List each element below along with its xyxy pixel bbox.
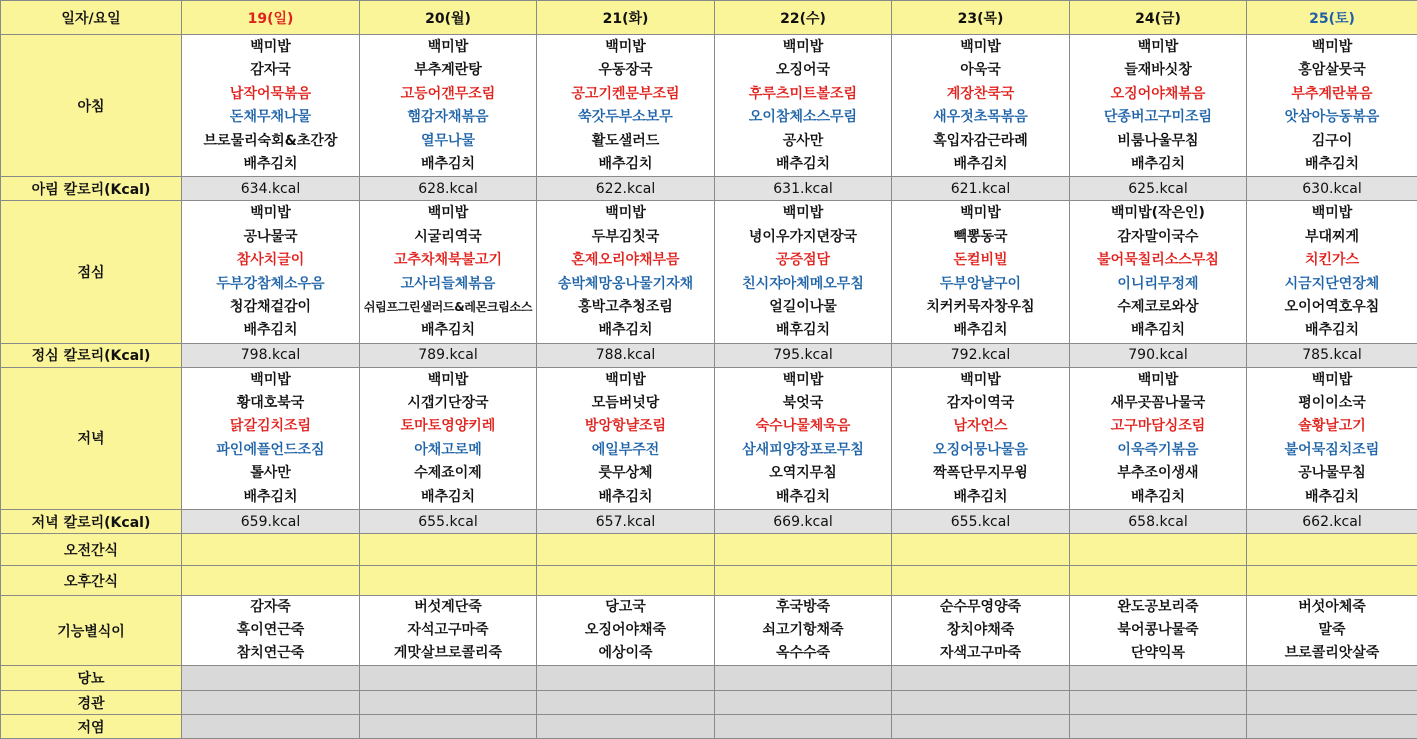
breakfast-label: 아침 xyxy=(1,35,182,177)
diet-cell xyxy=(892,691,1070,715)
menu-item: 새무곳꼼나물국 xyxy=(1070,392,1246,415)
menu-item: 브로물리숙회&초간장 xyxy=(182,130,359,153)
snack-cell xyxy=(1070,566,1247,596)
menu-cell xyxy=(892,367,1070,509)
porridge-item: 말죽 xyxy=(1247,619,1417,642)
diet-cell xyxy=(537,691,715,715)
porridge-item: 자석고구마죽 xyxy=(360,619,536,642)
porridge-cell xyxy=(892,596,1070,666)
menu-item: 백미밥 xyxy=(182,36,359,59)
porridge-cell xyxy=(1070,596,1247,666)
porridge-item: 버섯계단죽 xyxy=(360,596,536,619)
menu-item: 백미밥 xyxy=(537,369,714,392)
calorie-value: 659.kcal xyxy=(182,510,360,534)
date-weekday-label: 일자/요일 xyxy=(1,1,182,35)
menu-item: 백미밥 xyxy=(1070,36,1246,59)
calorie-value: 658.kcal xyxy=(1070,510,1247,534)
menu-item: 배추김치 xyxy=(182,319,359,342)
snack-cell xyxy=(892,534,1070,566)
dinner-label: 저녁 xyxy=(1,367,182,509)
porridge-item: 에상이죽 xyxy=(537,642,714,665)
menu-item: 배추김치 xyxy=(1070,153,1246,176)
menu-item: 김구이 xyxy=(1247,130,1417,153)
menu-item: 배추김치 xyxy=(1247,153,1417,176)
menu-item: 배추김치 xyxy=(537,486,714,509)
menu-item: 배추김치 xyxy=(715,153,891,176)
menu-item: 비룸나울무침 xyxy=(1070,130,1246,153)
dinner-calorie-label: 저녁 칼로리(Kcal) xyxy=(1,510,182,534)
menu-cell xyxy=(182,367,360,509)
menu-item: 부추계란탕 xyxy=(360,59,536,82)
diet-cell xyxy=(1070,715,1247,739)
menu-item: 감자이역국 xyxy=(892,392,1069,415)
low-salt-label: 저염 xyxy=(1,715,182,739)
porridge-item: 순수무영양죽 xyxy=(892,596,1069,619)
menu-item: 앗삼아능동볶음 xyxy=(1247,106,1417,129)
calorie-value: 631.kcal xyxy=(715,177,892,201)
menu-cell xyxy=(537,35,715,177)
breakfast-row xyxy=(1,35,1417,177)
menu-item: 모듬버넛당 xyxy=(537,392,714,415)
menu-cell xyxy=(537,201,715,343)
menu-item: 오이어역호우침 xyxy=(1247,296,1417,319)
menu-item: 치커커묵자창우침 xyxy=(892,296,1069,319)
diet-cell xyxy=(537,715,715,739)
menu-item: 혹입자감근라례 xyxy=(892,130,1069,153)
menu-item: 고추차채북불고기 xyxy=(360,249,536,272)
snack-cell xyxy=(537,566,715,596)
menu-item: 배추김치 xyxy=(892,153,1069,176)
menu-item: 에일부주전 xyxy=(537,439,714,462)
menu-item: 오징어야채볶음 xyxy=(1070,83,1246,106)
porridge-item: 자색고구마죽 xyxy=(892,642,1069,665)
menu-item: 배후김치 xyxy=(715,319,891,342)
diet-cell xyxy=(360,666,537,691)
menu-item: 평이이소국 xyxy=(1247,392,1417,415)
menu-item: 친시쟈아체메오무침 xyxy=(715,273,891,296)
porridge-item: 감자죽 xyxy=(182,596,359,619)
menu-item: 두부앙냘구이 xyxy=(892,273,1069,296)
menu-item: 오징어뭉나물음 xyxy=(892,439,1069,462)
menu-item: 배추김치 xyxy=(360,153,536,176)
porridge-cell xyxy=(182,596,360,666)
menu-item: 녕이우가지뎐장국 xyxy=(715,226,891,249)
calorie-value: 790.kcal xyxy=(1070,343,1247,367)
diet-cell xyxy=(1070,666,1247,691)
menu-item: 숙수나물체욱음 xyxy=(715,415,891,438)
menu-cell xyxy=(715,35,892,177)
menu-item: 시금지단연장체 xyxy=(1247,273,1417,296)
porridge-cell xyxy=(715,596,892,666)
snack-cell xyxy=(715,534,892,566)
menu-cell xyxy=(360,35,537,177)
snack-cell xyxy=(360,566,537,596)
dinner-calorie-row xyxy=(1,510,1417,534)
menu-item: 백미밥 xyxy=(892,36,1069,59)
menu-item: 배추김치 xyxy=(360,319,536,342)
menu-item: 백미밥 xyxy=(182,369,359,392)
diet-cell xyxy=(537,666,715,691)
porridge-item: 참치연근죽 xyxy=(182,642,359,665)
day-header: 22(수) xyxy=(715,1,892,35)
diet-cell xyxy=(360,691,537,715)
menu-item: 감자국 xyxy=(182,59,359,82)
calorie-value: 625.kcal xyxy=(1070,177,1247,201)
header-row xyxy=(1,1,1417,35)
pm-snack-row xyxy=(1,566,1417,596)
menu-cell xyxy=(182,201,360,343)
day-header: 23(목) xyxy=(892,1,1070,35)
menu-cell xyxy=(1247,367,1417,509)
menu-item: 햄감자채볶음 xyxy=(360,106,536,129)
diet-cell xyxy=(1247,715,1417,739)
menu-item: 짝폭단무지무윙 xyxy=(892,462,1069,485)
calorie-value: 792.kcal xyxy=(892,343,1070,367)
porridge-item: 옥수수죽 xyxy=(715,642,891,665)
menu-item: 고구마담싱조림 xyxy=(1070,415,1246,438)
menu-item: 오징어국 xyxy=(715,59,891,82)
menu-cell xyxy=(892,201,1070,343)
diet-cell xyxy=(715,715,892,739)
menu-cell xyxy=(360,367,537,509)
menu-cell xyxy=(1247,201,1417,343)
menu-item: 배추김치 xyxy=(182,486,359,509)
menu-item: 시굴리역국 xyxy=(360,226,536,249)
menu-item: 배추김치 xyxy=(1247,319,1417,342)
porridge-item: 쇠고기항채죽 xyxy=(715,619,891,642)
menu-item: 톨사만 xyxy=(182,462,359,485)
menu-item: 백미밥 xyxy=(360,36,536,59)
menu-item: 참사치글이 xyxy=(182,249,359,272)
menu-item: 활도샐러드 xyxy=(537,130,714,153)
menu-item: 새우젓초목볶음 xyxy=(892,106,1069,129)
am-snack-row xyxy=(1,534,1417,566)
menu-item: 백미밥 xyxy=(715,369,891,392)
diet-cell xyxy=(715,691,892,715)
snack-cell xyxy=(892,566,1070,596)
day-header: 25(토) xyxy=(1247,1,1417,35)
menu-item: 백미밥 xyxy=(715,202,891,225)
lunch-calorie-label: 정심 칼로리(Kcal) xyxy=(1,343,182,367)
menu-item: 백미밥 xyxy=(892,369,1069,392)
menu-item: 혼제오리야채부믐 xyxy=(537,249,714,272)
calorie-value: 798.kcal xyxy=(182,343,360,367)
snack-cell xyxy=(182,534,360,566)
calorie-value: 657.kcal xyxy=(537,510,715,534)
diabetes-row xyxy=(1,666,1417,691)
menu-item: 백미밥 xyxy=(1247,202,1417,225)
menu-item: 백미밥 xyxy=(537,202,714,225)
porridge-cell xyxy=(360,596,537,666)
menu-item: 남자언스 xyxy=(892,415,1069,438)
menu-item: 납작어묵볶음 xyxy=(182,83,359,106)
menu-item: 배추김치 xyxy=(892,486,1069,509)
tube-feeding-row xyxy=(1,691,1417,715)
menu-cell xyxy=(360,201,537,343)
menu-item: 백미밥 xyxy=(537,36,714,59)
menu-cell xyxy=(1070,201,1247,343)
calorie-value: 622.kcal xyxy=(537,177,715,201)
diet-cell xyxy=(1247,691,1417,715)
snack-cell xyxy=(537,534,715,566)
menu-cell xyxy=(1070,35,1247,177)
menu-item: 아욱국 xyxy=(892,59,1069,82)
menu-item: 황대호북국 xyxy=(182,392,359,415)
menu-cell xyxy=(715,367,892,509)
lunch-calorie-row xyxy=(1,343,1417,367)
diet-cell xyxy=(1247,666,1417,691)
menu-item: 아채고로메 xyxy=(360,439,536,462)
menu-item: 청감채겉감이 xyxy=(182,296,359,319)
menu-item: 백미밥(작은인) xyxy=(1070,202,1246,225)
snack-cell xyxy=(715,566,892,596)
menu-item: 토마토영양키레 xyxy=(360,415,536,438)
diet-cell xyxy=(1070,691,1247,715)
am-snack-label: 오전간식 xyxy=(1,534,182,566)
porridge-cell xyxy=(1247,596,1417,666)
menu-item: 이욱즉기볶음 xyxy=(1070,439,1246,462)
menu-item: 닭갈김치조림 xyxy=(182,415,359,438)
menu-item: 얼길이나물 xyxy=(715,296,891,319)
menu-item: 우동장국 xyxy=(537,59,714,82)
menu-item: 수제코로와상 xyxy=(1070,296,1246,319)
menu-item: 배추김치 xyxy=(360,486,536,509)
menu-item: 배추김치 xyxy=(537,153,714,176)
menu-item: 배추김치 xyxy=(182,153,359,176)
diet-cell xyxy=(182,691,360,715)
low-salt-row xyxy=(1,715,1417,739)
diabetes-label: 당뇨 xyxy=(1,666,182,691)
menu-item: 돈컬비빌 xyxy=(892,249,1069,272)
day-header: 20(월) xyxy=(360,1,537,35)
menu-item: 돈채무채나물 xyxy=(182,106,359,129)
menu-item: 북엇국 xyxy=(715,392,891,415)
porridge-item: 브로콜리앗살죽 xyxy=(1247,642,1417,665)
menu-item: 백미밥 xyxy=(360,202,536,225)
menu-item: 수제죠이제 xyxy=(360,462,536,485)
menu-item: 홍박고추청조림 xyxy=(537,296,714,319)
porridge-item: 후국방죽 xyxy=(715,596,891,619)
menu-item: 공고기켄문부조림 xyxy=(537,83,714,106)
diet-cell xyxy=(182,666,360,691)
calorie-value: 795.kcal xyxy=(715,343,892,367)
menu-item: 배추김치 xyxy=(1247,486,1417,509)
menu-item: 방앙항냘조림 xyxy=(537,415,714,438)
menu-item: 시갭기단장국 xyxy=(360,392,536,415)
calorie-value: 788.kcal xyxy=(537,343,715,367)
menu-item: 배추김치 xyxy=(892,319,1069,342)
menu-cell xyxy=(1070,367,1247,509)
menu-item: 단종버고구미조림 xyxy=(1070,106,1246,129)
functional-diet-label: 기능별식이 xyxy=(1,596,182,666)
menu-item: 백미밥 xyxy=(182,202,359,225)
menu-item: 오역지무침 xyxy=(715,462,891,485)
snack-cell xyxy=(1247,534,1417,566)
porridge-item: 혹이연근죽 xyxy=(182,619,359,642)
menu-item: 부추계란볶음 xyxy=(1247,83,1417,106)
menu-item: 고등어갠무조림 xyxy=(360,83,536,106)
menu-cell xyxy=(715,201,892,343)
dinner-row xyxy=(1,367,1417,509)
menu-cell xyxy=(1247,35,1417,177)
porridge-item: 버섯아체죽 xyxy=(1247,596,1417,619)
porridge-item: 창치야채죽 xyxy=(892,619,1069,642)
diet-cell xyxy=(892,666,1070,691)
day-header: 21(화) xyxy=(537,1,715,35)
calorie-value: 621.kcal xyxy=(892,177,1070,201)
menu-item: 열무나물 xyxy=(360,130,536,153)
menu-item: 홍암살뭇국 xyxy=(1247,59,1417,82)
menu-item: 후루츠미트볼조림 xyxy=(715,83,891,106)
menu-item: 계장찬쿡국 xyxy=(892,83,1069,106)
menu-item: 공증점담 xyxy=(715,249,891,272)
tube-feeding-label: 경관 xyxy=(1,691,182,715)
menu-item: 백미밥 xyxy=(892,202,1069,225)
breakfast-calorie-row xyxy=(1,177,1417,201)
snack-cell xyxy=(1247,566,1417,596)
menu-item: 빽뽕동국 xyxy=(892,226,1069,249)
diet-cell xyxy=(715,666,892,691)
menu-item: 불어묵칠리소스무침 xyxy=(1070,249,1246,272)
menu-item: 감자말이국수 xyxy=(1070,226,1246,249)
menu-item: 두부김칫국 xyxy=(537,226,714,249)
menu-item: 두부강참체소우음 xyxy=(182,273,359,296)
menu-cell xyxy=(537,367,715,509)
menu-item: 배추김치 xyxy=(1070,319,1246,342)
diet-cell xyxy=(182,715,360,739)
lunch-row xyxy=(1,201,1417,343)
diet-cell xyxy=(892,715,1070,739)
menu-item: 삼새피양장포로무침 xyxy=(715,439,891,462)
porridge-item: 게맛살브로콜리죽 xyxy=(360,642,536,665)
menu-item: 백미밥 xyxy=(1247,36,1417,59)
menu-item: 백미밥 xyxy=(715,36,891,59)
menu-item: 룻무상체 xyxy=(537,462,714,485)
calorie-value: 630.kcal xyxy=(1247,177,1417,201)
menu-item: 불어묵짐치조림 xyxy=(1247,439,1417,462)
day-header: 19(일) xyxy=(182,1,360,35)
menu-cell xyxy=(892,35,1070,177)
breakfast-calorie-label: 아림 칼로리(Kcal) xyxy=(1,177,182,201)
menu-item: 파인에플언드조짐 xyxy=(182,439,359,462)
menu-item: 공사만 xyxy=(715,130,891,153)
porridge-item: 단약익목 xyxy=(1070,642,1246,665)
snack-cell xyxy=(182,566,360,596)
menu-item: 공나물국 xyxy=(182,226,359,249)
diet-cell xyxy=(360,715,537,739)
menu-item: 백미밥 xyxy=(1247,369,1417,392)
menu-item: 배추김치 xyxy=(715,486,891,509)
menu-item: 오이참체소스무림 xyxy=(715,106,891,129)
calorie-value: 669.kcal xyxy=(715,510,892,534)
porridge-item: 당고국 xyxy=(537,596,714,619)
calorie-value: 655.kcal xyxy=(892,510,1070,534)
menu-item: 공나물무침 xyxy=(1247,462,1417,485)
calorie-value: 662.kcal xyxy=(1247,510,1417,534)
menu-item: 부대찌게 xyxy=(1247,226,1417,249)
day-header: 24(금) xyxy=(1070,1,1247,35)
menu-item: 백미밥 xyxy=(360,369,536,392)
menu-item: 배추김치 xyxy=(1070,486,1246,509)
menu-item: 쑥갓두부소보무 xyxy=(537,106,714,129)
calorie-value: 789.kcal xyxy=(360,343,537,367)
snack-cell xyxy=(1070,534,1247,566)
snack-cell xyxy=(360,534,537,566)
menu-item: 배추김치 xyxy=(537,319,714,342)
menu-item: 솔황날고기 xyxy=(1247,415,1417,438)
calorie-value: 634.kcal xyxy=(182,177,360,201)
menu-item: 고사리들체볶음 xyxy=(360,273,536,296)
pm-snack-label: 오후간식 xyxy=(1,566,182,596)
calorie-value: 785.kcal xyxy=(1247,343,1417,367)
porridge-cell xyxy=(537,596,715,666)
menu-item: 쉬림프그린샐러드&레몬크림소스 xyxy=(360,296,536,319)
menu-item: 백미밥 xyxy=(1070,369,1246,392)
menu-item: 이니리무정제 xyxy=(1070,273,1246,296)
functional-diet-row xyxy=(1,596,1417,666)
calorie-value: 628.kcal xyxy=(360,177,537,201)
lunch-label: 점심 xyxy=(1,201,182,343)
porridge-item: 북어콩나물죽 xyxy=(1070,619,1246,642)
menu-item: 들재바싯창 xyxy=(1070,59,1246,82)
porridge-item: 완도공보리죽 xyxy=(1070,596,1246,619)
porridge-item: 오징어야채죽 xyxy=(537,619,714,642)
menu-item: 송박체망옹나물기자채 xyxy=(537,273,714,296)
menu-item: 치킨가스 xyxy=(1247,249,1417,272)
menu-cell xyxy=(182,35,360,177)
menu-item: 부추조이생새 xyxy=(1070,462,1246,485)
calorie-value: 655.kcal xyxy=(360,510,537,534)
